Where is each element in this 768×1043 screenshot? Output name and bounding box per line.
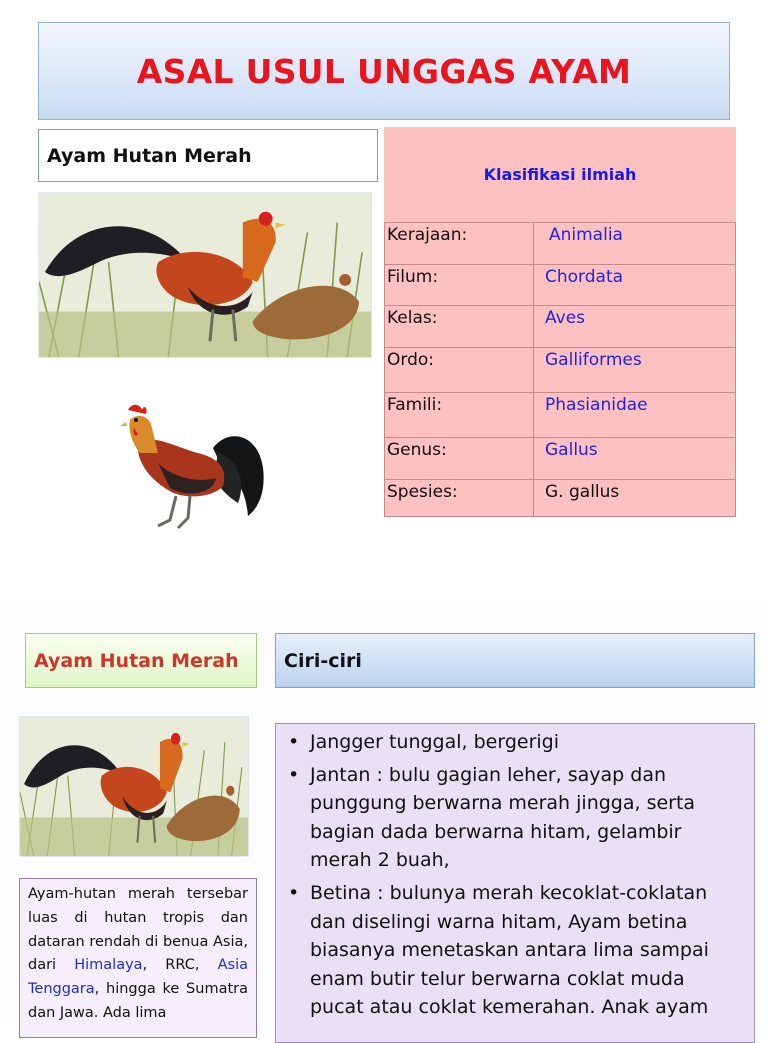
description-text: Ayam-hutan merah tersebar luas di hutan tropis dan dataran rendah di benua Asia, dari	[28, 886, 248, 974]
table-key: Spesies:	[385, 480, 534, 517]
table-value-link[interactable]: Aves	[534, 306, 736, 348]
subheading-box	[38, 129, 378, 182]
page-title: ASAL USUL UNGGAS AYAM	[136, 51, 632, 91]
table-key: Kerajaan:	[385, 223, 534, 265]
table-key: Genus:	[385, 438, 534, 480]
himalaya-link[interactable]: Himalaya	[74, 957, 143, 974]
asia-tenggara-link[interactable]: Asia Tenggara	[28, 957, 248, 998]
description-text: , hingga ke Sumatra dan Jawa. Ada lima	[28, 981, 248, 1021]
rooster-hen-illustration	[38, 192, 372, 358]
characteristics-list	[282, 728, 744, 1022]
list-item: • Jantan : bulu gagian leher, sayap dan punggung berwarna merah jingga, serta bagian dada berwarna hitam, gelambir merah 2 buah,	[282, 761, 744, 875]
table-row	[385, 438, 736, 480]
table-key: Kelas:	[385, 306, 534, 348]
table-value-link[interactable]: Animalia	[534, 223, 736, 265]
table-row	[385, 348, 736, 393]
table-row	[385, 265, 736, 306]
classification-panel	[384, 127, 736, 516]
classification-table	[384, 222, 736, 517]
table-key: Filum:	[385, 265, 534, 306]
description-text: , RRC,	[142, 957, 218, 974]
table-row	[385, 223, 736, 265]
table-row	[385, 480, 736, 517]
description-box	[19, 878, 257, 1038]
species-label-box	[25, 633, 257, 688]
table-row	[385, 306, 736, 348]
rooster-photo	[118, 398, 268, 534]
title-banner	[38, 22, 730, 120]
table-key: Ordo:	[385, 348, 534, 393]
table-key: Famili:	[385, 393, 534, 438]
subheading-text: Ayam Hutan Merah	[47, 144, 252, 167]
table-value-link[interactable]: Gallus	[534, 438, 736, 480]
table-value-link[interactable]: Phasianidae	[534, 393, 736, 438]
table-row	[385, 393, 736, 438]
list-item: • Jangger tunggal, bergerigi	[282, 728, 744, 757]
table-value-link[interactable]: Galliformes	[534, 348, 736, 393]
characteristics-list-box	[275, 723, 755, 1043]
characteristics-heading: Ciri-ciri	[284, 649, 362, 672]
list-item: • Betina : bulunya merah kecoklat-coklatan dan diselingi warna hitam, Ayam betina biasanya menetaskan antara lima sampai enam butir telur berwarna coklat muda pucat atau coklat kemerahan. Anak ayam	[282, 879, 744, 1022]
classification-header: Klasifikasi ilmiah	[483, 165, 637, 184]
table-value: G. gallus	[534, 480, 736, 517]
table-value-link[interactable]: Chordata	[534, 265, 736, 306]
characteristics-heading-box	[275, 633, 755, 688]
species-label: Ayam Hutan Merah	[34, 649, 239, 672]
rooster-hen-illustration-small	[19, 716, 249, 857]
